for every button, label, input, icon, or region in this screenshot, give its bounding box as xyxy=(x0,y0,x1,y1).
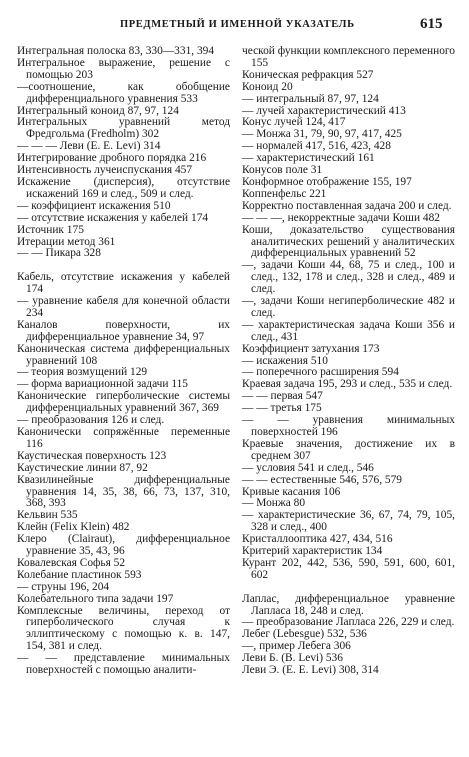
index-entry: Клеро (Clairaut), дифференциальное уравнение 35, 43, 96 xyxy=(17,533,230,558)
index-entry: —, задачи Коши негиперболические 482 и след. xyxy=(242,295,455,319)
index-entry: Критерий характеристик 134 xyxy=(242,545,383,558)
index-entry: — характеристическая задача Коши 356 и след., 431 xyxy=(242,318,455,343)
index-entry: Итерации метод 361 xyxy=(17,235,116,248)
index-entry: —соотношение, как обобщение дифференциального уравнения 533 xyxy=(17,80,230,105)
index-column-right xyxy=(242,46,455,677)
index-entry: — — естественные 546, 576, 579 xyxy=(242,473,402,486)
index-entry: Ковалевская Софья 52 xyxy=(17,556,126,569)
index-entry: Коппенфельс 221 xyxy=(242,187,327,200)
index-entry: —, задачи Коши 44, 68, 75 и след., 100 и след., 132, 178 и след., 328 и след., 489 и след. xyxy=(242,259,455,296)
index-entry: Колебание пластинок 593 xyxy=(17,568,142,581)
index-entry: — нормалей 417, 516, 423, 428 xyxy=(242,140,391,153)
index-entry: — характеристические 36, 67, 74, 79, 105, 328 и след., 400 xyxy=(242,509,455,534)
index-entry: Интегральная полоска 83, 330—331, 394 xyxy=(17,45,215,57)
page-number: 615 xyxy=(420,16,443,32)
index-entry: — Монжа 31, 79, 90, 97, 417, 425 xyxy=(242,128,402,141)
index-entry: Каустическая поверхность 123 xyxy=(17,449,167,462)
index-entry: Колебательного типа задачи 197 xyxy=(17,592,174,605)
index-entry: — — представление минимальных поверхностей с помощью аналити- xyxy=(17,652,230,677)
index-entry: Каноническая система дифференциальных уравнений 108 xyxy=(17,342,230,367)
page-header xyxy=(0,14,469,36)
index-entry: — — — Леви (E. E. Levi) 314 xyxy=(17,140,161,153)
index-entry: — — —, некорректные задачи Коши 482 xyxy=(242,211,440,224)
index-entry: — — третья 175 xyxy=(242,402,322,415)
index-entry: Клейн (Felix Klein) 482 xyxy=(17,521,130,534)
index-entry: Канонически сопряжённые переменные 116 xyxy=(17,425,230,450)
index-entry: Корректно поставленная задача 200 и след. xyxy=(242,199,452,212)
index-entry: — струны 196, 204 xyxy=(17,580,110,593)
index-entry: Квазилинейные дифференциальные уравнения 14, 35, 38, 66, 73, 137, 310, 368, 393 xyxy=(17,473,230,510)
index-entry: Краевая задача 195, 293 и след., 535 и след. xyxy=(242,378,453,391)
index-entry: — — уравнения минимальных поверхностей 196 xyxy=(242,414,455,438)
index-entry: Кельвин 535 xyxy=(17,509,78,522)
index-entry: Каустические линии 87, 92 xyxy=(17,461,148,474)
index-entry: — — первая 547 xyxy=(242,390,323,403)
index-entry: — отсутствие искажения у кабелей 174 xyxy=(17,211,209,224)
index-entry: Конус лучей 124, 417 xyxy=(242,116,346,129)
running-head-title: ПРЕДМЕТНЫЙ И ИМЕННОЙ УКАЗАТЕЛЬ xyxy=(120,19,355,30)
index-entry: Коноид 20 xyxy=(242,80,293,93)
index-entry: Интенсивность лучеиспускания 457 xyxy=(17,164,193,177)
index-entry: — — Пикара 328 xyxy=(17,247,101,260)
index-entry: Интегрирование дробного порядка 216 xyxy=(17,152,207,165)
letter-section-gap xyxy=(242,582,455,594)
index-entry: Кристаллооптика 427, 434, 516 xyxy=(242,533,393,546)
index-entry: Коши, доказательство существования аналитических решений у аналитических дифференциальных уравнений 52 xyxy=(242,223,455,260)
index-entry: Лаплас, дифференциальное уравнение Лапласа 18, 248 и след. xyxy=(242,592,455,617)
index-entry: Краевые значения, достижение их в среднем 307 xyxy=(242,437,455,462)
index-entry: Конформное отображение 155, 197 xyxy=(242,175,412,188)
index-entry: Коэффициент затухания 173 xyxy=(242,342,380,355)
index-entry: — коэффициент искажения 510 xyxy=(17,199,171,212)
index-entry: — интегральный 87, 97, 124 xyxy=(242,92,379,105)
index-entry: ческой функции комплексного переменного 155 xyxy=(242,45,455,69)
index-entry: Кривые касания 106 xyxy=(242,485,341,498)
index-entry: Канонические гиперболические системы дифференциальных уравнений 367, 369 xyxy=(17,390,230,415)
index-entry: — преобразования 126 и след. xyxy=(17,414,165,427)
index-entry: — уравнение кабеля для конечной области 234 xyxy=(17,295,230,319)
index-entry: Искажение (дисперсия), отсутствие искажений 169 и след., 509 и след. xyxy=(17,175,230,200)
index-entry: Интегральных уравнений метод Фредгольма (Fredholm) 302 xyxy=(17,116,230,141)
index-entry: — преобразование Лапласа 226, 229 и след. xyxy=(242,616,455,629)
index-entry: Комплексные величины, переход от гиперболического случая к эллиптическому с помощью к. в. 147, 154, 381 и след. xyxy=(17,604,230,653)
index-entry: — форма вариационной задачи 115 xyxy=(17,378,189,391)
index-entry: — лучей характеристический 413 xyxy=(242,104,406,117)
index-entry: — поперечного расширения 594 xyxy=(242,366,399,379)
index-entry: Каналов поверхности, их дифференциальное уравнение 34, 97 xyxy=(17,318,230,343)
index-entry: Кабель, отсутствие искажения у кабелей 174 xyxy=(17,271,230,296)
index-entry: Леви Б. (B. Levi) 536 xyxy=(242,652,343,665)
index-entry: — условия 541 и след., 546 xyxy=(242,461,374,474)
index-entry: — искажения 510 xyxy=(242,354,328,367)
index-column-left xyxy=(17,46,230,677)
index-entry: Интегральное выражение, решение с помощью 203 xyxy=(17,56,230,81)
index-entry: — характеристический 161 xyxy=(242,152,375,165)
index-entry: Курант 202, 442, 536, 590, 591, 600, 601, 602 xyxy=(242,556,455,581)
index-entry: — теория возмущений 129 xyxy=(17,366,148,379)
index-entry: Леви Э. (E. E. Levi) 308, 314 xyxy=(242,664,379,677)
index-entry: Коническая рефракция 527 xyxy=(242,68,374,81)
index-entry: Интегральный коноид 87, 97, 124 xyxy=(17,104,179,117)
index-entry: Лебег (Lebesgue) 532, 536 xyxy=(242,628,367,641)
index-entry: Конусов поле 31 xyxy=(242,164,323,177)
index-entry: —, пример Лебега 306 xyxy=(242,640,351,653)
index-entry: Источник 175 xyxy=(17,223,84,236)
index-entry: — Монжа 80 xyxy=(242,497,306,510)
